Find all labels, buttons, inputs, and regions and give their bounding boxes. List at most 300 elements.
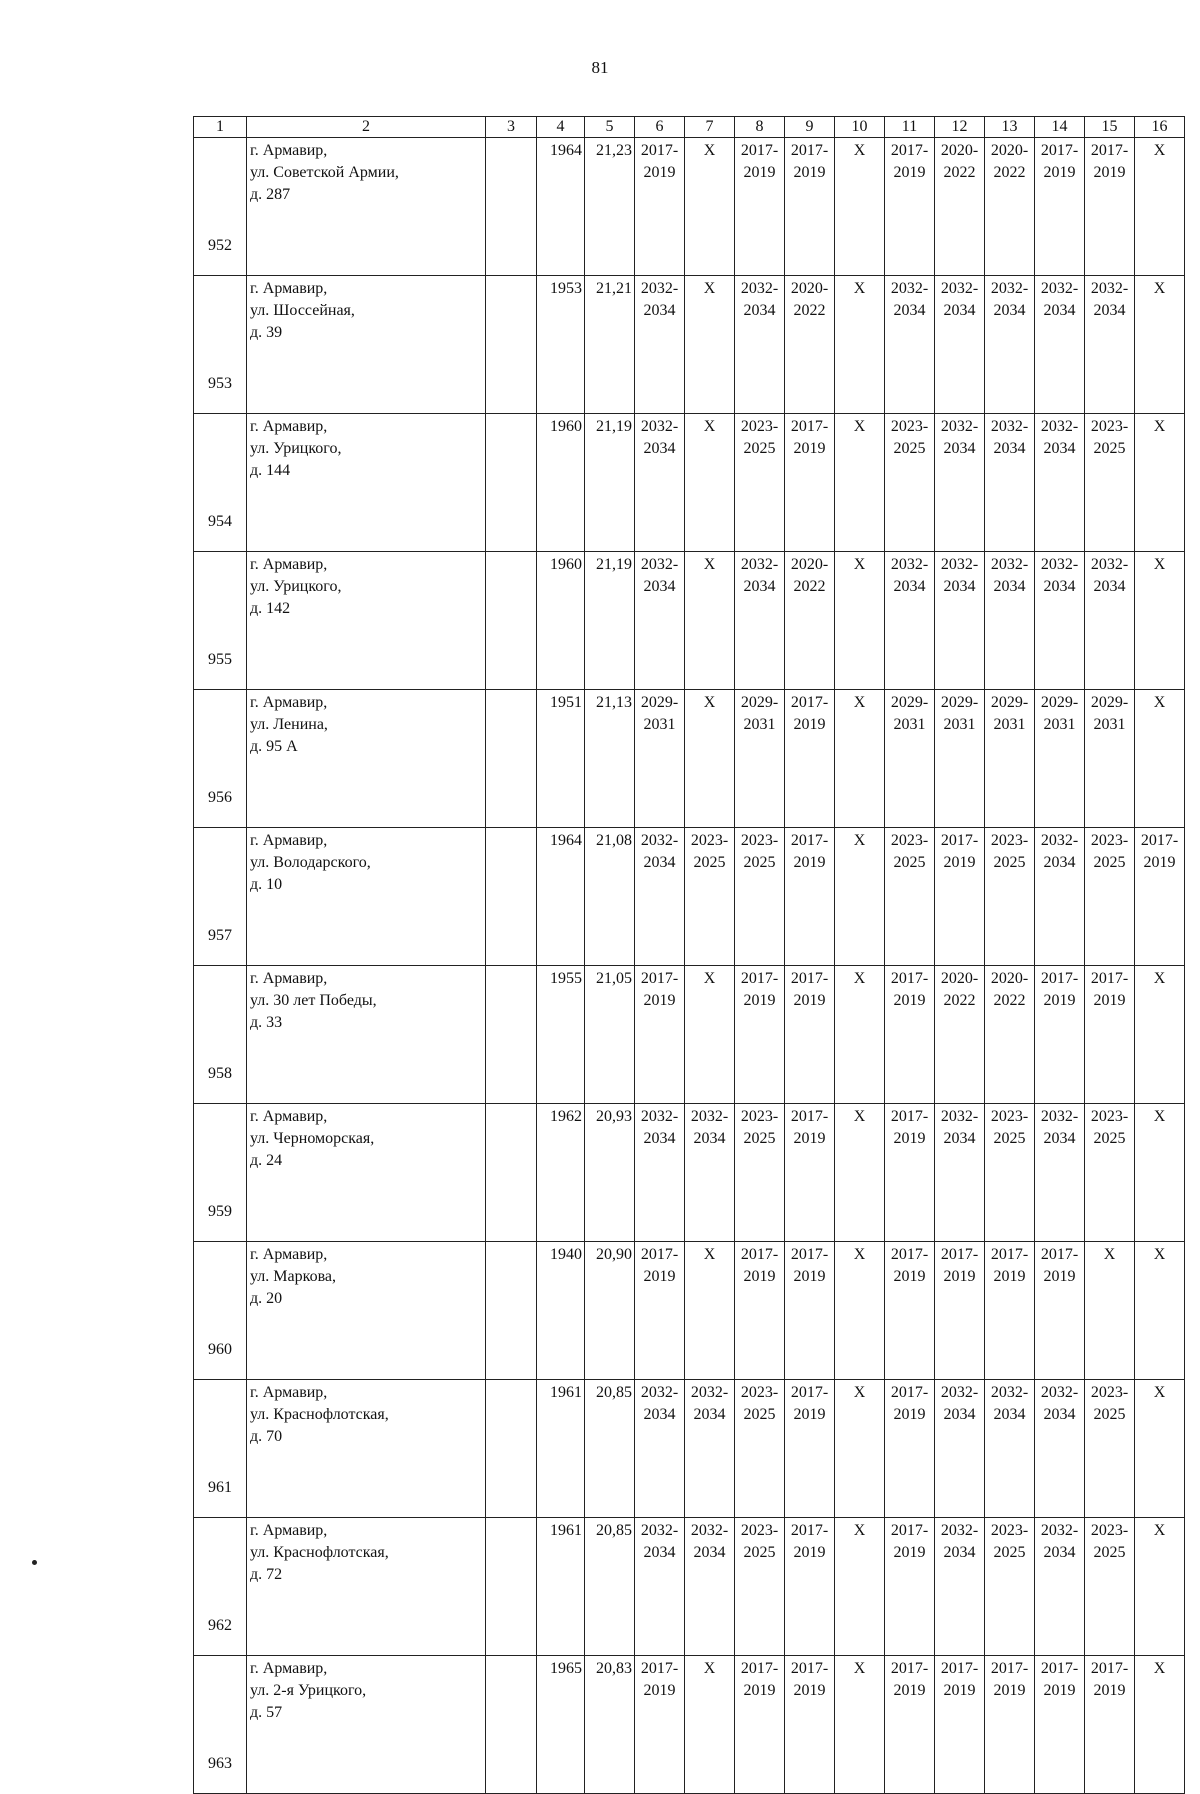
column-header: 4 [537, 117, 585, 138]
address-street: ул. 2-я Урицкого, [250, 1682, 367, 1699]
table-row [194, 690, 1185, 828]
period-line: 2034 [693, 1406, 726, 1423]
column-header: 7 [685, 117, 735, 138]
period-cell [1035, 414, 1085, 552]
period-cell [735, 138, 785, 276]
period-line: X [1153, 1522, 1166, 1539]
period-cell [735, 1242, 785, 1380]
period-cell [985, 276, 1035, 414]
value-cell: 20,83 [585, 1656, 635, 1794]
address-cell [247, 138, 486, 276]
period-line: 2023- [740, 1108, 779, 1125]
period-line: 2029- [940, 694, 979, 711]
address-cell [247, 414, 486, 552]
period-line: 2019 [793, 164, 826, 181]
period-cell [1135, 414, 1185, 552]
address-house: д. 70 [250, 1428, 283, 1445]
period-line: 2034 [743, 302, 776, 319]
period-cell [785, 966, 835, 1104]
period-cell [785, 138, 835, 276]
period-cell [935, 414, 985, 552]
period-cell [785, 1242, 835, 1380]
period-line: X [853, 970, 866, 987]
period-line: 2017- [790, 1522, 829, 1539]
period-line: 2022 [943, 992, 976, 1009]
period-cell [685, 138, 735, 276]
table-row [194, 1656, 1185, 1794]
value-cell: 20,90 [585, 1242, 635, 1380]
address-city: г. Армавир, [250, 1108, 328, 1125]
period-cell [1135, 1104, 1185, 1242]
period-cell [1035, 1104, 1085, 1242]
period-line: X [703, 970, 716, 987]
period-cell [1135, 1656, 1185, 1794]
address-house: д. 20 [250, 1290, 283, 1307]
year-cell: 1960 [537, 552, 585, 690]
period-line: 2020- [790, 280, 829, 297]
period-cell [685, 966, 735, 1104]
period-line: X [1153, 556, 1166, 573]
column-number-header [194, 117, 1185, 138]
period-line: 2019 [643, 1682, 676, 1699]
period-line: 2034 [893, 578, 926, 595]
period-line: 2034 [643, 302, 676, 319]
period-line: 2020- [940, 970, 979, 987]
period-line: 2019 [743, 1682, 776, 1699]
period-cell [635, 138, 685, 276]
period-line: 2019 [893, 1682, 926, 1699]
year-cell: 1940 [537, 1242, 585, 1380]
period-line: 2023- [1090, 418, 1129, 435]
row-number: 955 [194, 552, 247, 690]
period-cell [935, 828, 985, 966]
year-cell: 1964 [537, 138, 585, 276]
period-cell [935, 966, 985, 1104]
period-line: 2019 [893, 992, 926, 1009]
period-cell [635, 1518, 685, 1656]
period-line: 2025 [1093, 440, 1126, 457]
period-line: 2019 [893, 1130, 926, 1147]
year-cell: 1955 [537, 966, 585, 1104]
period-line: X [703, 556, 716, 573]
period-line: 2017- [1140, 832, 1179, 849]
period-line: 2032- [940, 280, 979, 297]
period-cell [635, 690, 685, 828]
period-line: 2019 [993, 1682, 1026, 1699]
period-line: 2017- [640, 1660, 679, 1677]
address-cell [247, 828, 486, 966]
period-line: 2034 [693, 1544, 726, 1561]
period-cell [1085, 1518, 1135, 1656]
value-cell: 21,19 [585, 552, 635, 690]
period-cell [735, 828, 785, 966]
table-row [194, 276, 1185, 414]
value-cell: 21,23 [585, 138, 635, 276]
period-line: X [853, 280, 866, 297]
address-cell [247, 966, 486, 1104]
period-line: X [703, 418, 716, 435]
period-cell [1135, 828, 1185, 966]
period-cell [735, 1104, 785, 1242]
period-cell [885, 828, 935, 966]
period-line: 2034 [643, 440, 676, 457]
address-cell [247, 1104, 486, 1242]
period-cell [635, 1380, 685, 1518]
period-line: 2019 [893, 1268, 926, 1285]
period-line: 2032- [990, 280, 1029, 297]
period-line: 2017- [940, 832, 979, 849]
column-header: 2 [247, 117, 486, 138]
period-line: 2025 [1093, 1130, 1126, 1147]
period-cell [885, 138, 935, 276]
period-cell [835, 276, 885, 414]
column-header: 6 [635, 117, 685, 138]
address-street: ул. Урицкого, [250, 578, 342, 595]
column-3-cell [486, 966, 537, 1104]
period-line: 2017- [790, 694, 829, 711]
period-line: X [1153, 1384, 1166, 1401]
period-cell [1085, 552, 1135, 690]
column-3-cell [486, 1104, 537, 1242]
period-line: 2032- [1040, 1108, 1079, 1125]
year-cell: 1951 [537, 690, 585, 828]
column-3-cell [486, 690, 537, 828]
period-line: 2025 [743, 1406, 776, 1423]
address-cell [247, 690, 486, 828]
period-line: 2017- [790, 832, 829, 849]
period-line: 2020- [990, 142, 1029, 159]
address-city: г. Армавир, [250, 694, 328, 711]
period-cell [1085, 276, 1135, 414]
year-cell: 1960 [537, 414, 585, 552]
period-line: 2017- [890, 1660, 929, 1677]
period-line: X [1153, 694, 1166, 711]
period-line: 2032- [1040, 418, 1079, 435]
period-cell [1135, 276, 1185, 414]
period-cell [985, 138, 1035, 276]
period-cell [985, 690, 1035, 828]
table-row [194, 138, 1185, 276]
period-line: 2032- [1090, 556, 1129, 573]
period-cell [885, 1518, 935, 1656]
period-cell [1085, 1656, 1135, 1794]
year-cell: 1953 [537, 276, 585, 414]
period-line: 2017- [1040, 970, 1079, 987]
period-line: 2034 [643, 854, 676, 871]
period-line: 2017- [790, 970, 829, 987]
period-cell [935, 276, 985, 414]
period-line: 2017- [890, 1108, 929, 1125]
period-line: 2032- [1040, 1522, 1079, 1539]
period-line: 2017- [740, 970, 779, 987]
period-cell [685, 1104, 735, 1242]
period-line: 2025 [743, 854, 776, 871]
address-house: д. 144 [250, 462, 291, 479]
period-line: 2034 [643, 578, 676, 595]
period-line: X [1153, 280, 1166, 297]
column-header: 1 [194, 117, 247, 138]
period-cell [835, 966, 885, 1104]
period-cell [935, 1656, 985, 1794]
period-line: 2025 [743, 440, 776, 457]
column-header: 10 [835, 117, 885, 138]
period-line: 2029- [890, 694, 929, 711]
period-line: X [703, 1246, 716, 1263]
row-number: 963 [194, 1656, 247, 1794]
address-house: д. 39 [250, 324, 283, 341]
period-line: 2017- [740, 142, 779, 159]
period-line: 2029- [640, 694, 679, 711]
column-3-cell [486, 552, 537, 690]
period-line: 2032- [940, 1384, 979, 1401]
period-line: 2034 [643, 1406, 676, 1423]
period-line: 2019 [793, 1682, 826, 1699]
period-cell [635, 1104, 685, 1242]
column-header: 8 [735, 117, 785, 138]
period-cell [735, 414, 785, 552]
address-cell [247, 276, 486, 414]
column-header: 3 [486, 117, 537, 138]
column-header: 9 [785, 117, 835, 138]
period-line: 2019 [643, 1268, 676, 1285]
period-line: 2017- [1090, 142, 1129, 159]
period-cell [835, 1518, 885, 1656]
period-cell [1035, 1518, 1085, 1656]
period-line: 2032- [1040, 556, 1079, 573]
period-line: X [1103, 1246, 1116, 1263]
period-line: 2019 [1043, 164, 1076, 181]
period-line: X [853, 832, 866, 849]
period-line: 2019 [1093, 992, 1126, 1009]
period-cell [785, 1656, 835, 1794]
value-cell: 20,85 [585, 1380, 635, 1518]
period-line: 2034 [743, 578, 776, 595]
address-house: д. 24 [250, 1152, 283, 1169]
period-line: X [1153, 418, 1166, 435]
period-line: 2023- [690, 832, 729, 849]
period-line: 2017- [790, 1108, 829, 1125]
period-line: 2019 [1093, 1682, 1126, 1699]
year-cell: 1961 [537, 1380, 585, 1518]
address-city: г. Армавир, [250, 280, 328, 297]
table-row [194, 828, 1185, 966]
period-line: 2032- [690, 1108, 729, 1125]
period-line: 2019 [893, 1544, 926, 1561]
period-line: 2034 [993, 1406, 1026, 1423]
period-line: 2019 [743, 992, 776, 1009]
address-city: г. Армавир, [250, 418, 328, 435]
period-cell [635, 414, 685, 552]
period-cell [935, 138, 985, 276]
period-cell [835, 1656, 885, 1794]
period-line: 2034 [1093, 302, 1126, 319]
period-cell [985, 552, 1035, 690]
period-line: 2017- [890, 970, 929, 987]
address-house: д. 142 [250, 600, 291, 617]
period-line: 2032- [1040, 280, 1079, 297]
period-cell [1085, 690, 1135, 828]
period-line: 2034 [1043, 440, 1076, 457]
period-cell [1085, 1242, 1135, 1380]
value-cell: 21,13 [585, 690, 635, 828]
period-line: 2022 [943, 164, 976, 181]
row-number: 961 [194, 1380, 247, 1518]
period-cell [1085, 414, 1135, 552]
period-line: X [853, 1522, 866, 1539]
period-cell [935, 1104, 985, 1242]
address-city: г. Армавир, [250, 556, 328, 573]
period-cell [1135, 966, 1185, 1104]
period-line: 2023- [740, 418, 779, 435]
period-line: 2034 [943, 1406, 976, 1423]
period-line: 2019 [1093, 164, 1126, 181]
address-city: г. Армавир, [250, 832, 328, 849]
period-line: 2031 [1093, 716, 1126, 733]
address-house: д. 33 [250, 1014, 283, 1031]
period-line: 2032- [940, 1108, 979, 1125]
period-line: 2019 [793, 1130, 826, 1147]
period-line: 2019 [1043, 1682, 1076, 1699]
period-cell [935, 690, 985, 828]
period-line: 2017- [940, 1660, 979, 1677]
address-house: д. 10 [250, 876, 283, 893]
period-line: 2034 [943, 1544, 976, 1561]
period-line: 2032- [1040, 832, 1079, 849]
period-line: 2025 [993, 1130, 1026, 1147]
period-cell [685, 1242, 735, 1380]
period-line: 2017- [1090, 1660, 1129, 1677]
period-line: 2019 [943, 854, 976, 871]
period-cell [685, 414, 735, 552]
period-cell [785, 1518, 835, 1656]
period-line: 2032- [690, 1384, 729, 1401]
period-line: 2022 [793, 302, 826, 319]
column-header: 11 [885, 117, 935, 138]
column-3-cell [486, 138, 537, 276]
period-cell [785, 276, 835, 414]
period-line: 2019 [743, 1268, 776, 1285]
period-line: 2023- [890, 418, 929, 435]
period-cell [985, 1104, 1035, 1242]
period-line: 2019 [793, 992, 826, 1009]
period-cell [1135, 690, 1185, 828]
column-header: 5 [585, 117, 635, 138]
period-line: 2032- [940, 418, 979, 435]
period-cell [785, 552, 835, 690]
period-cell [785, 1380, 835, 1518]
period-cell [685, 828, 735, 966]
period-line: 2019 [1043, 1268, 1076, 1285]
period-line: X [853, 1108, 866, 1125]
period-line: X [703, 142, 716, 159]
period-cell [1135, 1380, 1185, 1518]
period-line: X [853, 1246, 866, 1263]
row-number: 957 [194, 828, 247, 966]
period-cell [735, 276, 785, 414]
period-line: 2019 [893, 1406, 926, 1423]
period-cell [635, 1242, 685, 1380]
period-cell [635, 276, 685, 414]
address-street: ул. Ленина, [250, 716, 328, 733]
period-cell [835, 1380, 885, 1518]
period-line: 2034 [993, 302, 1026, 319]
period-cell [685, 1518, 735, 1656]
value-cell: 21,19 [585, 414, 635, 552]
period-line: 2032- [740, 280, 779, 297]
period-cell [1135, 1518, 1185, 1656]
period-line: 2017- [790, 1246, 829, 1263]
period-cell [1035, 1380, 1085, 1518]
scan-speck [32, 1560, 37, 1565]
period-line: 2017- [790, 418, 829, 435]
period-line: 2031 [643, 716, 676, 733]
address-street: ул. Шоссейная, [250, 302, 355, 319]
period-cell [885, 690, 935, 828]
period-line: X [853, 418, 866, 435]
period-cell [935, 552, 985, 690]
period-line: 2034 [643, 1544, 676, 1561]
period-line: 2032- [640, 1522, 679, 1539]
period-line: 2032- [640, 280, 679, 297]
period-line: 2032- [640, 1108, 679, 1125]
period-line: 2032- [640, 1384, 679, 1401]
period-line: 2025 [993, 1544, 1026, 1561]
period-cell [885, 552, 935, 690]
period-line: 2025 [993, 854, 1026, 871]
period-line: X [1153, 970, 1166, 987]
period-line: 2020- [790, 556, 829, 573]
row-number: 954 [194, 414, 247, 552]
period-line: 2017- [990, 1246, 1029, 1263]
period-cell [835, 828, 885, 966]
period-cell [735, 690, 785, 828]
column-header: 16 [1135, 117, 1185, 138]
period-line: 2017- [1040, 1660, 1079, 1677]
period-cell [885, 966, 935, 1104]
period-cell [635, 552, 685, 690]
column-3-cell [486, 1242, 537, 1380]
period-line: 2017- [740, 1660, 779, 1677]
period-line: 2025 [893, 440, 926, 457]
address-cell [247, 1656, 486, 1794]
period-line: 2029- [1040, 694, 1079, 711]
year-cell: 1961 [537, 1518, 585, 1656]
period-line: 2020- [990, 970, 1029, 987]
period-cell [1035, 138, 1085, 276]
period-cell [935, 1518, 985, 1656]
period-line: 2017- [1040, 142, 1079, 159]
period-line: 2031 [943, 716, 976, 733]
period-cell [835, 690, 885, 828]
period-cell [985, 966, 1035, 1104]
period-line: 2019 [893, 164, 926, 181]
period-line: 2019 [1143, 854, 1176, 871]
column-header: 15 [1085, 117, 1135, 138]
period-line: X [1153, 142, 1166, 159]
period-line: 2023- [1090, 1384, 1129, 1401]
column-3-cell [486, 276, 537, 414]
table-row [194, 1518, 1185, 1656]
period-cell [735, 1656, 785, 1794]
period-line: X [1153, 1108, 1166, 1125]
period-line: 2019 [643, 164, 676, 181]
period-line: 2029- [740, 694, 779, 711]
period-line: 2034 [943, 440, 976, 457]
period-line: 2019 [643, 992, 676, 1009]
period-line: 2025 [693, 854, 726, 871]
row-number: 958 [194, 966, 247, 1104]
period-cell [985, 1380, 1035, 1518]
